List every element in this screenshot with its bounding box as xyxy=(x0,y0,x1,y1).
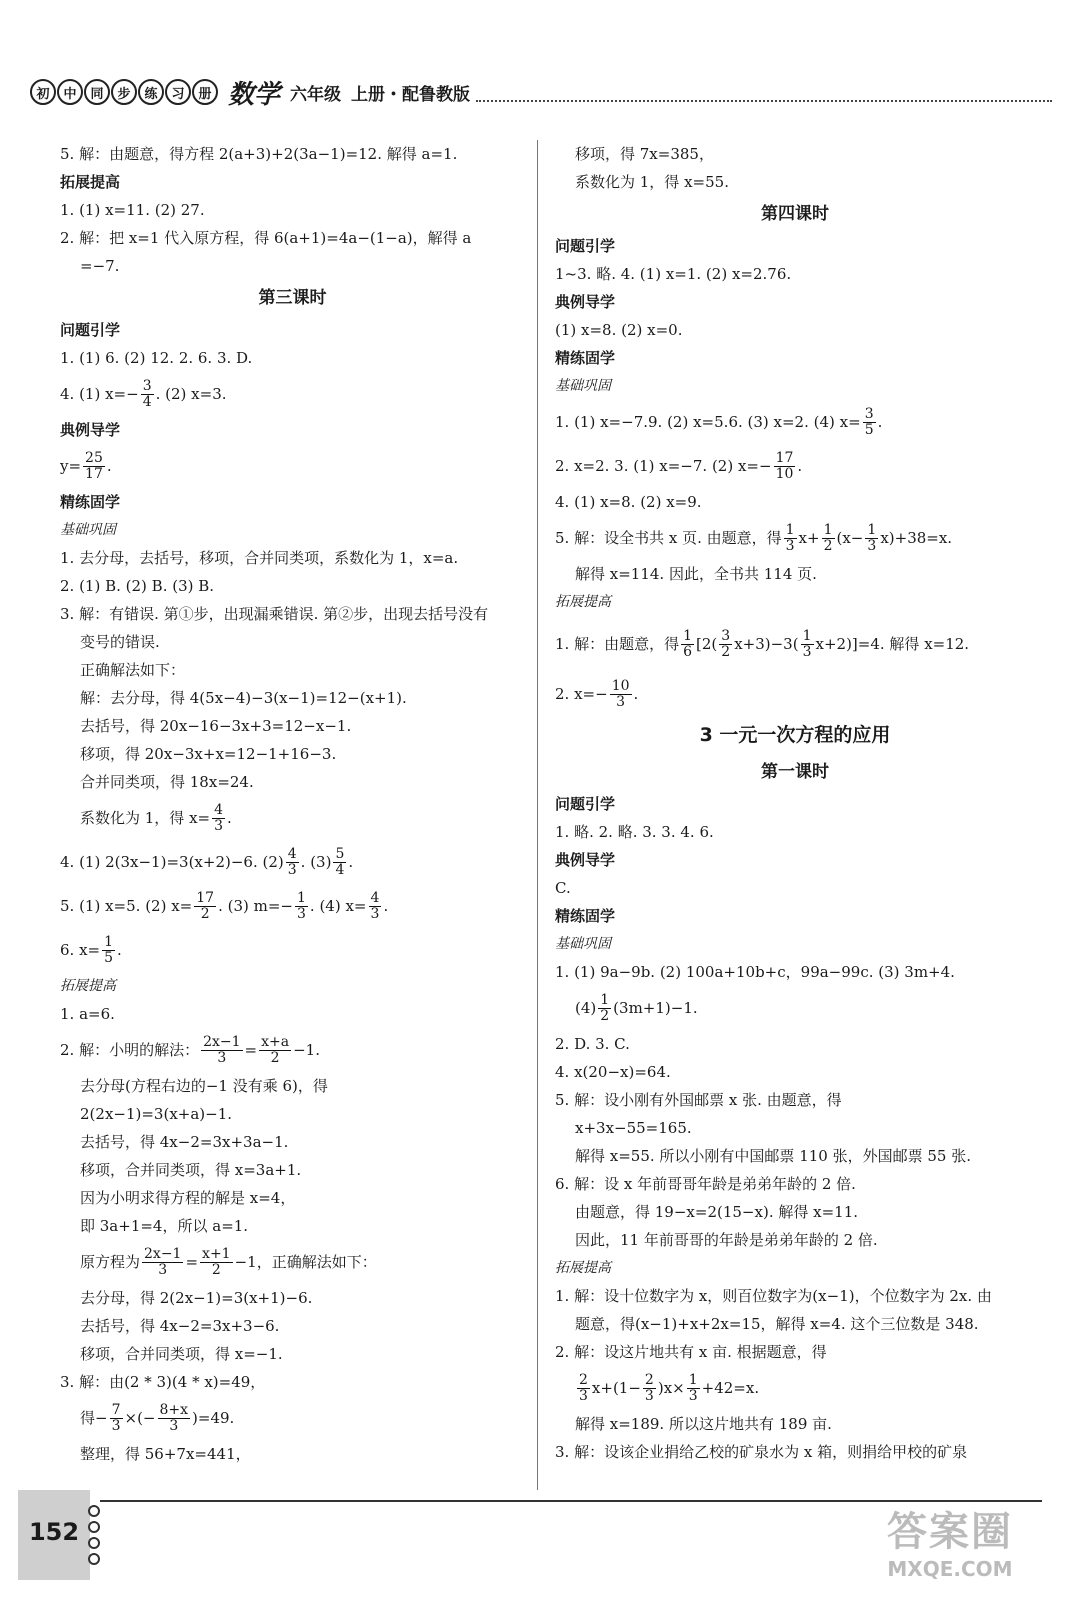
answer-line: 题意，得(x−1)+x+2x=15，解得 x=4. 这个三位数是 348. xyxy=(575,1315,979,1333)
fraction xyxy=(865,523,878,553)
numerator: 1 xyxy=(785,521,795,538)
answer-line xyxy=(555,986,1035,1030)
denominator: 3 xyxy=(616,693,626,710)
fraction xyxy=(774,451,796,481)
fraction xyxy=(333,847,346,877)
answer-line xyxy=(60,1240,525,1284)
answer-line: 5. 解：由题意，得方程 2(a+3)+2(3a−1)=12. 解得 a=1. xyxy=(60,145,458,163)
numerator: 1 xyxy=(104,933,114,950)
denominator: 2 xyxy=(211,1261,221,1278)
subsection-heading: 拓展提高 xyxy=(60,977,116,994)
text-run: 2. 解：小明的解法： xyxy=(60,1041,200,1059)
denominator: 3 xyxy=(287,861,297,878)
answer-line: 2. 解：设这片地共有 x 亩. 根据题意，得 xyxy=(555,1343,827,1361)
answer-line xyxy=(60,928,525,972)
right-column xyxy=(555,140,1035,1466)
denominator: 3 xyxy=(297,905,306,922)
fraction xyxy=(687,1373,700,1403)
numerator: 17 xyxy=(196,889,215,906)
numerator: x+a xyxy=(261,1033,290,1050)
text-run: . xyxy=(383,897,389,915)
text-run: y= xyxy=(60,457,82,475)
column-divider xyxy=(537,140,538,1490)
text-run: x+2)]=4. 解得 x=12. xyxy=(815,635,970,653)
answer-line: 4. x(20−x)=64. xyxy=(555,1063,671,1081)
section-heading: 拓展提高 xyxy=(60,173,121,191)
text-run: . xyxy=(348,853,354,871)
text-run: . xyxy=(797,457,803,475)
lesson-title: 第四课时 xyxy=(761,203,829,224)
fraction xyxy=(801,629,814,659)
section-heading: 精练固学 xyxy=(555,907,616,925)
text-run: (3m+1)−1. xyxy=(613,999,698,1017)
fraction xyxy=(784,523,797,553)
numerator: 1 xyxy=(688,1371,698,1388)
fraction xyxy=(643,1373,656,1403)
numerator: 2 xyxy=(579,1371,588,1388)
series-char: 习 xyxy=(165,79,191,105)
answer-line: 解得 x=114. 因此，全书共 114 页. xyxy=(575,565,817,583)
fraction xyxy=(863,407,876,437)
text-run: −1，正确解法如下： xyxy=(234,1253,377,1271)
text-run: 系数化为 1，得 x= xyxy=(80,809,211,827)
numerator: 7 xyxy=(111,1401,121,1418)
text-run: x+(1− xyxy=(591,1379,641,1397)
denominator: 2 xyxy=(600,1007,610,1024)
numerator: 2x−1 xyxy=(203,1033,241,1050)
series-char: 册 xyxy=(192,79,218,105)
numerator: x+1 xyxy=(202,1245,231,1262)
answer-line: 即 3a+1=4，所以 a=1. xyxy=(80,1217,249,1235)
fraction xyxy=(369,891,382,921)
denominator: 3 xyxy=(158,1261,168,1278)
fraction xyxy=(259,1035,291,1065)
subsection-heading: 拓展提高 xyxy=(555,1259,611,1276)
numerator: 1 xyxy=(683,627,693,644)
text-run: = xyxy=(185,1253,199,1271)
subsection-heading: 基础巩固 xyxy=(555,935,611,952)
denominator: 3 xyxy=(867,537,877,554)
header-dotted-rule xyxy=(476,82,1052,102)
denominator: 3 xyxy=(785,537,795,554)
answer-line: 去分母(方程右边的−1 没有乘 6)，得 xyxy=(80,1077,328,1095)
answer-line: 去括号，得 4x−2=3x+3a−1. xyxy=(80,1133,289,1151)
numerator: 8+x xyxy=(159,1401,189,1418)
answer-line: 2. (1) B. (2) B. (3) B. xyxy=(60,577,215,595)
answer-line xyxy=(60,1396,525,1440)
denominator: 17 xyxy=(85,465,103,482)
answer-line xyxy=(60,372,525,416)
numerator: 3 xyxy=(142,377,152,394)
denominator: 3 xyxy=(111,1417,121,1434)
denominator: 4 xyxy=(335,861,345,878)
answer-line: 5. 解：设小刚有外国邮票 x 张. 由题意，得 xyxy=(555,1091,842,1109)
fraction xyxy=(295,891,308,921)
spiral-binding-decoration xyxy=(88,1505,100,1565)
answer-line xyxy=(60,1028,525,1072)
numerator: 3 xyxy=(721,627,731,644)
text-run: . (3) m=− xyxy=(218,897,293,915)
answer-line: 因此，11 年前哥哥的年龄是弟弟年龄的 2 倍. xyxy=(575,1231,878,1249)
series-char: 初 xyxy=(30,79,56,105)
answer-line: 去括号，得 4x−2=3x+3−6. xyxy=(80,1317,280,1335)
text-run: 5. (1) x=5. (2) x= xyxy=(60,897,193,915)
lesson-title: 第三课时 xyxy=(258,287,327,308)
answer-line xyxy=(555,672,1035,716)
answer-line: x+3x−55=165. xyxy=(575,1119,692,1137)
watermark-url: MXQE.COM xyxy=(887,1557,1013,1581)
fraction xyxy=(719,629,732,659)
answer-line: 整理，得 56+7x=441， xyxy=(80,1445,251,1463)
spiral-ring xyxy=(88,1505,100,1517)
answer-line: 2. D. 3. C. xyxy=(555,1035,630,1053)
text-run: )=49. xyxy=(192,1409,235,1427)
answer-line: 正确解法如下： xyxy=(80,661,186,679)
fraction xyxy=(102,935,115,965)
answer-line xyxy=(555,400,1035,444)
text-run: x+3)−3( xyxy=(734,635,799,653)
text-run: . xyxy=(117,941,122,959)
answer-line: 1. a=6. xyxy=(60,1005,115,1023)
fraction xyxy=(598,993,611,1023)
fraction xyxy=(194,891,216,921)
text-run: . xyxy=(106,457,112,475)
answer-line: 2(2x−1)=3(x+a)−1. xyxy=(80,1105,233,1123)
text-run: 1. (1) x=−7.9. (2) x=5.6. (3) x=2. (4) x= xyxy=(555,413,861,431)
answer-line: 1. (1) 9a−9b. (2) 100a+10b+c，99a−99c. (3) 3m+4. xyxy=(555,963,955,981)
denominator: 3 xyxy=(214,817,224,834)
text-run: x)+38=x. xyxy=(880,529,953,547)
page-number: 152 xyxy=(18,1490,90,1580)
answer-line: 1. 解：设十位数字为 x，则百位数字为(x−1)，个位数字为 2x. 由 xyxy=(555,1287,992,1305)
denominator: 3 xyxy=(169,1417,179,1434)
fraction xyxy=(158,1403,191,1433)
answer-line: 3. 解：设该企业捐给乙校的矿泉水为 x 箱，则捐给甲校的矿泉 xyxy=(555,1443,968,1461)
denominator: 2 xyxy=(200,905,210,922)
answer-line xyxy=(555,516,1035,560)
fraction xyxy=(110,1403,123,1433)
text-run: . xyxy=(633,685,639,703)
spiral-ring xyxy=(88,1537,100,1549)
subsection-heading: 基础巩固 xyxy=(60,521,116,538)
text-run: 4. (1) 2(3x−1)=3(x+2)−6. (2) xyxy=(60,853,284,871)
answer-line: 合并同类项，得 18x=24. xyxy=(80,773,254,791)
text-run: . (2) x=3. xyxy=(155,385,227,403)
denominator: 4 xyxy=(142,393,152,410)
numerator: 25 xyxy=(85,449,103,466)
fraction xyxy=(83,451,105,481)
text-run: 1. 解：由题意，得 xyxy=(555,635,680,653)
answer-line: 1. (1) 6. (2) 12. 2. 6. 3. D. xyxy=(60,349,253,367)
text-run: x+ xyxy=(798,529,820,547)
numerator: 4 xyxy=(214,801,224,818)
text-run: 4. (1) x=− xyxy=(60,385,139,403)
answer-line xyxy=(60,884,525,928)
denominator: 3 xyxy=(579,1387,588,1404)
fraction xyxy=(200,1247,233,1277)
subsection-heading: 拓展提高 xyxy=(555,593,611,610)
answer-line: 1. 去分母，去括号，移项，合并同类项，系数化为 1，x=a. xyxy=(60,549,459,567)
fraction xyxy=(142,1247,183,1277)
answer-line: 移项，合并同类项，得 x=−1. xyxy=(80,1345,283,1363)
denominator: 3 xyxy=(217,1049,227,1066)
answer-line xyxy=(60,840,525,884)
text-run: = xyxy=(244,1041,258,1059)
answer-line: 移项，合并同类项，得 x=3a+1. xyxy=(80,1161,302,1179)
fraction xyxy=(610,679,632,709)
series-title xyxy=(30,79,218,105)
numerator: 1 xyxy=(867,521,877,538)
fraction xyxy=(141,379,154,409)
section-heading: 典例导学 xyxy=(60,421,121,439)
section-heading: 典例导学 xyxy=(555,293,616,311)
left-column xyxy=(60,140,525,1468)
answer-line: C. xyxy=(555,879,571,897)
section-heading: 典例导学 xyxy=(555,851,616,869)
denominator: 3 xyxy=(644,1387,654,1404)
numerator: 2x−1 xyxy=(144,1245,182,1262)
numerator: 4 xyxy=(287,845,297,862)
text-run: 2. x=2. 3. (1) x=−7. (2) x=− xyxy=(555,457,772,475)
denominator: 3 xyxy=(802,643,812,660)
answer-line: 因为小明求得方程的解是 x=4， xyxy=(80,1189,296,1207)
answer-line: 变号的错误. xyxy=(80,633,160,651)
answer-line: 1~3. 略. 4. (1) x=1. (2) x=2.76. xyxy=(555,265,792,283)
watermark xyxy=(850,1500,1050,1595)
subsection-heading: 基础巩固 xyxy=(555,377,611,394)
numerator: 1 xyxy=(823,521,833,538)
fraction xyxy=(822,523,835,553)
text-run: 2. x=− xyxy=(555,685,608,703)
numerator: 4 xyxy=(370,889,380,906)
fraction xyxy=(577,1373,590,1403)
numerator: 3 xyxy=(864,405,874,422)
answer-line: 4. (1) x=8. (2) x=9. xyxy=(555,493,702,511)
answer-line: 3. 解：由(2 * 3)(4 * x)=49， xyxy=(60,1373,266,1391)
series-char: 步 xyxy=(111,79,137,105)
text-run: ×(− xyxy=(124,1409,156,1427)
subject-title: 数学 xyxy=(228,79,281,110)
spiral-ring xyxy=(88,1553,100,1565)
numerator: 10 xyxy=(611,677,630,694)
text-run: (x− xyxy=(836,529,864,547)
section-heading: 问题引学 xyxy=(555,795,616,813)
text-run: +42=x. xyxy=(701,1379,760,1397)
lesson-title: 第一课时 xyxy=(761,761,829,782)
text-run: 得− xyxy=(80,1409,108,1427)
answer-line: 3. 解：有错误. 第①步，出现漏乘错误. 第②步，出现去括号没有 xyxy=(60,605,489,623)
denominator: 3 xyxy=(370,905,380,922)
numerator: 5 xyxy=(335,845,345,862)
answer-line: 去括号，得 20x−16−3x+3=12−x−1. xyxy=(80,717,352,735)
chapter-title: 3 一元一次方程的应用 xyxy=(699,723,891,746)
answer-line xyxy=(60,796,525,840)
answer-line xyxy=(555,444,1035,488)
answer-line xyxy=(555,1366,1035,1410)
answer-line: 移项，得 20x−3x+x=12−1+16−3. xyxy=(80,745,337,763)
fraction xyxy=(201,1035,242,1065)
answer-line: 去分母，得 2(2x−1)=3(x+1)−6. xyxy=(80,1289,313,1307)
denominator: 6 xyxy=(683,643,693,660)
denominator: 2 xyxy=(270,1049,280,1066)
numerator: 17 xyxy=(775,449,794,466)
section-heading: 精练固学 xyxy=(555,349,616,367)
denominator: 3 xyxy=(688,1387,698,1404)
numerator: 1 xyxy=(297,889,306,906)
answer-line: 由题意，得 19−x=2(15−x). 解得 x=11. xyxy=(575,1203,859,1221)
answer-line: 系数化为 1，得 x=55. xyxy=(575,173,729,191)
text-run: −1. xyxy=(293,1041,320,1059)
text-run: 6. x= xyxy=(60,941,101,959)
text-run: 原方程为 xyxy=(80,1253,141,1271)
spiral-ring xyxy=(88,1521,100,1533)
answer-line: (1) x=8. (2) x=0. xyxy=(555,321,683,339)
answer-line: 2. 解：把 x=1 代入原方程，得 6(a+1)=4a−(1−a)，解得 a xyxy=(60,229,472,247)
answer-line: 解得 x=189. 所以这片地共有 189 亩. xyxy=(575,1415,832,1433)
series-char: 练 xyxy=(138,79,164,105)
text-run: . (3) xyxy=(300,853,332,871)
section-heading: 精练固学 xyxy=(60,493,121,511)
watermark-logo: 答案圈 xyxy=(887,1509,1013,1555)
series-char: 同 xyxy=(84,79,110,105)
numerator: 1 xyxy=(600,991,610,1008)
section-heading: 问题引学 xyxy=(60,321,121,339)
answer-line: 1. 略. 2. 略. 3. 3. 4. 6. xyxy=(555,823,714,841)
section-heading: 问题引学 xyxy=(555,237,616,255)
fraction xyxy=(681,629,694,659)
denominator: 10 xyxy=(775,465,794,482)
denominator: 2 xyxy=(823,537,833,554)
denominator: 5 xyxy=(104,949,114,966)
text-run: . xyxy=(227,809,232,827)
text-run: )x× xyxy=(657,1379,685,1397)
answer-line: 解得 x=55. 所以小刚有中国邮票 110 张，外国邮票 55 张. xyxy=(575,1147,971,1165)
answer-line xyxy=(555,616,1035,672)
answer-line: =−7. xyxy=(80,257,120,275)
fraction xyxy=(212,803,225,833)
denominator: 2 xyxy=(721,643,731,660)
numerator: 1 xyxy=(802,627,812,644)
answer-line: 移项，得 7x=385， xyxy=(575,145,714,163)
text-run: [2( xyxy=(696,635,718,653)
text-run: 5. 解：设全书共 x 页. 由题意，得 xyxy=(555,529,782,547)
text-run: . xyxy=(877,413,883,431)
fraction xyxy=(286,847,299,877)
answer-line: 解：去分母，得 4(5x−4)−3(x−1)=12−(x+1). xyxy=(80,689,407,707)
numerator: 2 xyxy=(644,1371,654,1388)
text-run: (4) xyxy=(575,999,597,1017)
page-header xyxy=(30,74,1052,110)
text-run: . (4) x= xyxy=(309,897,367,915)
volume-label: 上册・配鲁教版 xyxy=(351,84,471,105)
answer-line: 6. 解：设 x 年前哥哥年龄是弟弟年龄的 2 倍. xyxy=(555,1175,856,1193)
denominator: 5 xyxy=(864,421,874,438)
grade-label: 六年级 xyxy=(290,84,342,105)
answer-line: 1. (1) x=11. (2) 27. xyxy=(60,201,205,219)
answer-line xyxy=(60,444,525,488)
series-char: 中 xyxy=(57,79,83,105)
